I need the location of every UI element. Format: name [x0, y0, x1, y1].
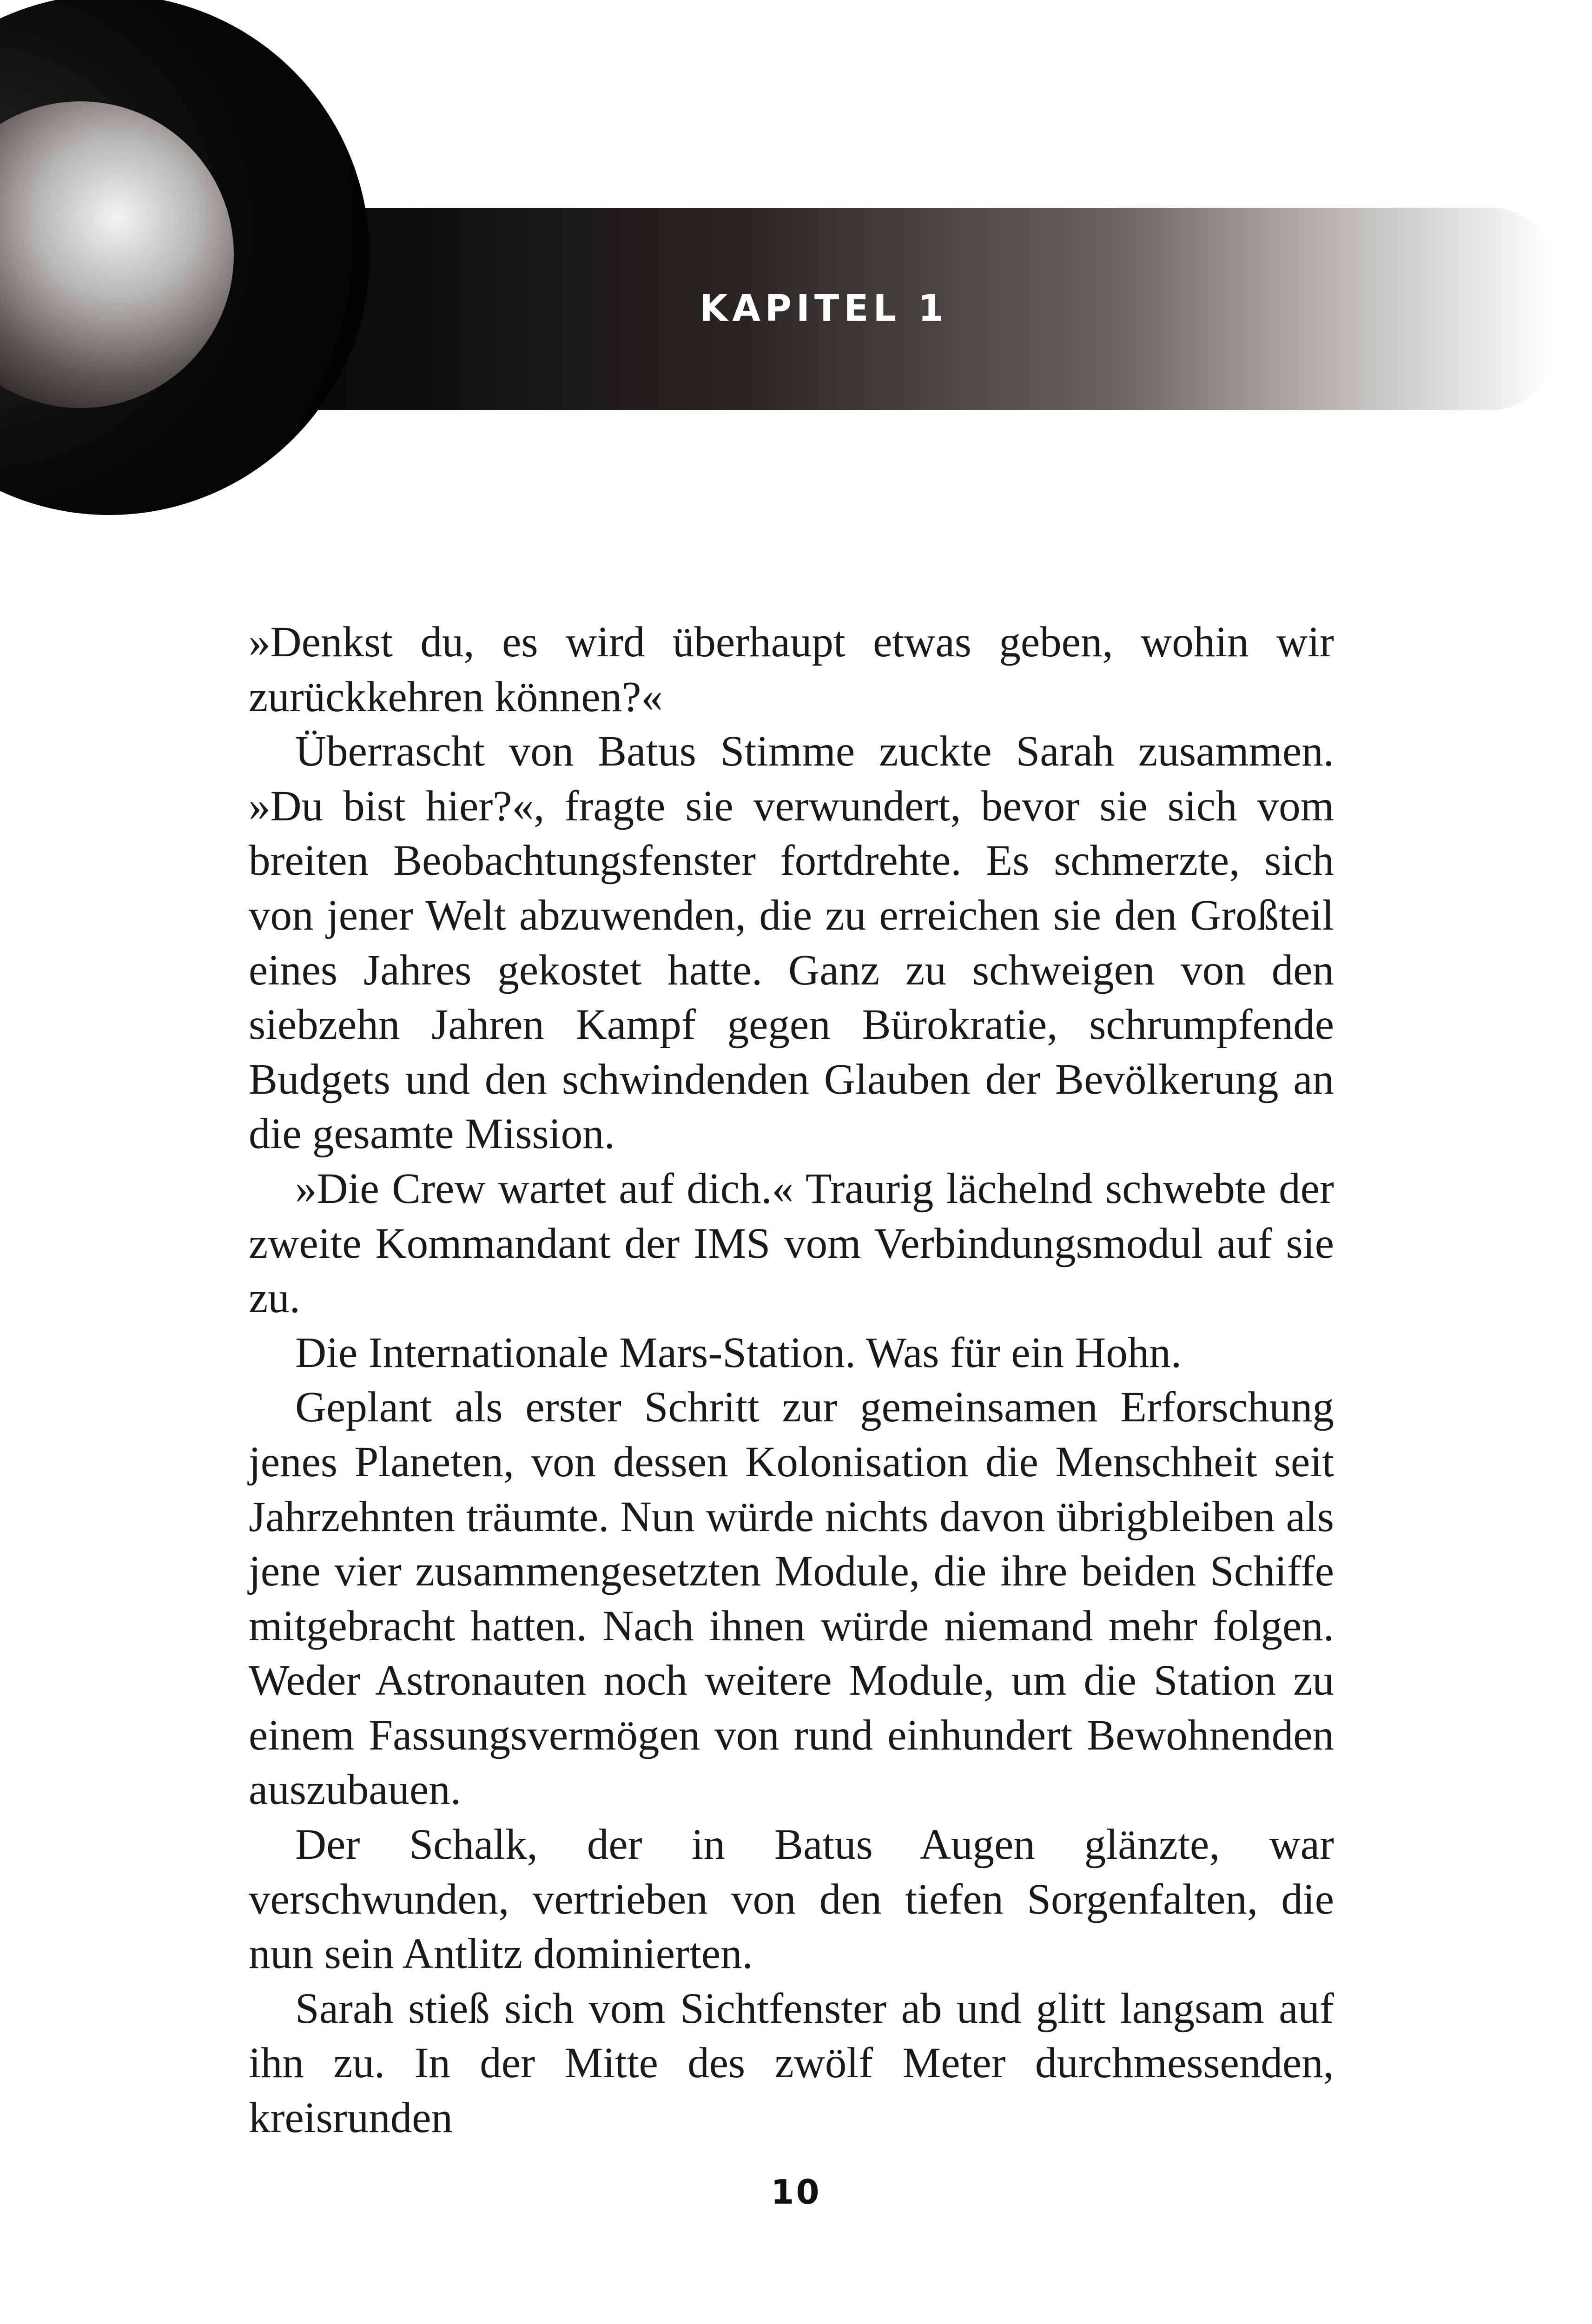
paragraph: »Denkst du, es wird überhaupt etwas geben, wohin wir zurückkehren können?«: [249, 618, 1334, 721]
body-text: [249, 615, 1334, 2146]
chapter-header: [0, 0, 1592, 521]
chapter-banner-graphic: [0, 0, 1592, 521]
paragraph: Die Internationale Mars-Station. Was für ein Hohn.: [295, 1328, 1182, 1377]
paragraph: »Die Crew wartet auf dich.« Traurig lächelnd schwebte der zweite Kommandant der IMS vom Verbindungsmodul auf sie zu.: [249, 1164, 1334, 1322]
paragraph: Geplant als erster Schritt zur gemeinsamen Erforschung jenes Planeten, von dessen Kolonisation die Menschheit seit Jahrzehnten träumte. Nun würde nichts davon übrigbleiben als jene vier zusammengesetzten Module, die ihre beiden Schiffe mitgebracht hatten. Nach ihnen würde niemand mehr folgen. Weder Astronauten noch weitere Module, um die Station zu einem Fassungsvermögen von rund einhundert Bewohnenden auszubauen.: [249, 1383, 1334, 1814]
paragraph: Der Schalk, der in Batus Augen glänzte, war verschwunden, vertrieben von den tiefen Sorgenfalten, die nun sein Antlitz dominierten.: [249, 1821, 1334, 1978]
paragraph: Sarah stieß sich vom Sichtfenster ab und glitt langsam auf ihn zu. In der Mitte des zwölf Meter durchmessenden, kreisrunden: [249, 1984, 1334, 2142]
page-number: 10: [771, 2172, 821, 2212]
paragraph: Überrascht von Batus Stimme zuckte Sarah zusammen. »Du bist hier?«, fragte sie verwundert, bevor sie sich vom breiten Beobachtungsfenster fortdrehte. Es schmerzte, sich von jener Welt abzuwenden, die zu erreichen sie den Großteil eines Jahres gekostet hatte. Ganz zu schweigen von den siebzehn Jahren Kampf gegen Bürokratie, schrumpfende Budgets und den schwindenden Glauben der Bevölkerung an die gesamte Mission.: [249, 727, 1334, 1158]
chapter-title: KAPITEL 1: [700, 288, 948, 330]
